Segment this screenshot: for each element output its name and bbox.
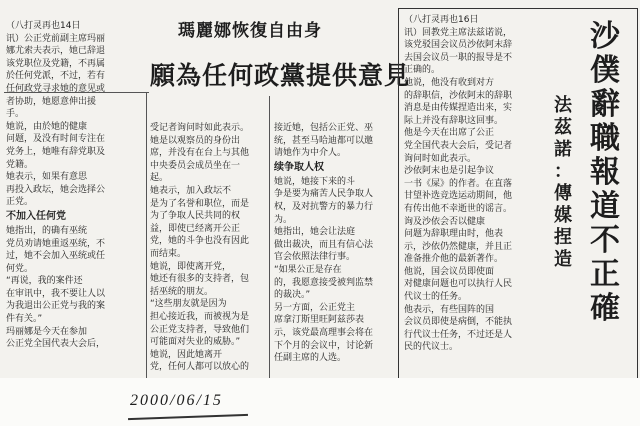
handwritten-date: 2000/06/15 xyxy=(130,392,223,409)
text-line: 问题为辞职理由时，他表 xyxy=(404,229,504,240)
text-line: 该党驳国会议员沙依阿末辞 xyxy=(404,40,513,51)
text-line: 会议员即使是病倒，不能执 xyxy=(404,317,513,328)
text-line: 权，及对抗警方的暴力行 xyxy=(274,201,374,212)
text-line: 受记者询问时如此表示。 xyxy=(150,123,250,133)
text-line: 询及沙依会否以健康 xyxy=(404,216,486,227)
text-line: 於任何党派，不过，若有 xyxy=(6,71,106,82)
text-line: 何党。 xyxy=(6,263,34,274)
text-line: 她指出，她会让法庭 xyxy=(274,227,356,238)
text-line: 任副主席的人选。 xyxy=(274,353,347,364)
text-line: 官会依照法律行事。 xyxy=(274,252,356,263)
text-line: 件有关。” xyxy=(6,314,43,325)
text-line: 请她作为中介人。 xyxy=(274,148,347,159)
article-subheading: 不加入任何党 xyxy=(6,210,66,222)
text-line: 她指出，的确有巫统 xyxy=(6,225,88,236)
text-line: 为了争取人民共同的权 xyxy=(150,211,241,222)
text-line: 席拿汀斯里旺阿兹莎表 xyxy=(274,315,365,326)
article-kicker: 瑪麗娜恢復自由身 xyxy=(178,21,322,41)
text-line: 对健康问题也可以执行人民 xyxy=(404,279,513,290)
divider xyxy=(269,96,270,378)
article-column-3 xyxy=(274,122,394,380)
text-line: 她是以观察员的身份出 xyxy=(150,135,241,146)
article-headline: 願為任何政黨提供意見 xyxy=(150,61,411,90)
text-line: 有传出他不幸逝世的谣言。 xyxy=(404,203,513,214)
text-line: 可能面对失业的威胁。” xyxy=(150,337,241,348)
text-line: 为。 xyxy=(274,214,293,225)
text-line: 在审讯中，我不要让人以 xyxy=(6,288,106,299)
article-column-2 xyxy=(150,122,268,380)
text-line: 党全国代表大会后，受记者 xyxy=(404,140,513,151)
text-line: 去国会议员一职的报导是不 xyxy=(404,52,513,63)
text-line: “如果公正是存在 xyxy=(274,264,342,275)
text-line: 沙依阿末也是引起争议 xyxy=(404,166,495,177)
text-line: 另一方面，公正党主 xyxy=(274,302,356,313)
text-line: 一书《屎》的作者。在直落 xyxy=(404,178,513,189)
text-line: 她表示，加入政坛不 xyxy=(150,185,232,196)
text-line: 的辞职信，沙依阿末的辞职 xyxy=(404,90,513,101)
text-line: 娜尤索夫表示，她已辞退 xyxy=(6,46,106,57)
text-line: 争是要为痛苦人民争取人 xyxy=(274,189,374,200)
text-line: 她说，因此她离开 xyxy=(150,349,223,360)
text-line: 玛丽娜是今天在参加 xyxy=(6,326,88,337)
text-line: “再说，我的案件还 xyxy=(6,276,83,287)
text-line: 席，并没有在台上与其他 xyxy=(150,148,250,159)
article-subheading: 续争取人权 xyxy=(274,161,324,173)
text-line: 讯）回教党主席法兹诺说， xyxy=(404,27,513,38)
text-line: 正确的。 xyxy=(404,65,441,76)
text-line: 手。 xyxy=(6,109,25,120)
paper-background xyxy=(0,378,640,426)
text-line: 是为了名誉和职位，而是 xyxy=(150,198,250,209)
text-line: 行代议士任务，不过还是人 xyxy=(404,329,513,340)
text-line: 而结束。 xyxy=(150,248,187,259)
text-line: 消息是由传媒捏造出来，实 xyxy=(404,103,513,114)
text-line: 的裁决。” xyxy=(274,290,311,301)
text-line: （八打灵再也16日 xyxy=(404,15,479,25)
text-line: 党，任何人都可以放心的 xyxy=(150,362,250,373)
text-line: 担心接近我，而被视为是 xyxy=(150,311,250,322)
text-line: 任何政党寻求她的意见或 xyxy=(6,83,106,94)
text-line: 起。 xyxy=(150,173,169,184)
text-line: 为我退出公正党与我的案 xyxy=(6,301,106,312)
text-line: 该党职位及党籍，不再属 xyxy=(6,58,106,69)
text-line: 他说，他没有收到对方 xyxy=(404,77,495,88)
text-line: 她说，即使离开党， xyxy=(150,261,232,272)
text-line: 她还有很多的支持者，包 xyxy=(150,274,250,285)
text-line: 统，甚至马哈迪都可以邀 xyxy=(274,135,374,146)
text-line: 询问时如此表示。 xyxy=(404,153,477,164)
text-line: 党籍。 xyxy=(6,159,34,170)
article-column-1 xyxy=(6,20,146,380)
text-line: 党员劝请她重返巫统，不 xyxy=(6,238,106,249)
text-line: 她说，她接下来的斗 xyxy=(274,176,356,187)
text-line: 问题，及没有时间专注在 xyxy=(6,134,106,145)
text-line: “这些朋友就是因为 xyxy=(150,299,227,310)
text-line: 接近她，包括公正党、巫 xyxy=(274,123,374,133)
text-line: 括巫统的朋友。 xyxy=(150,286,214,297)
text-line: 代议士的任务。 xyxy=(404,292,468,303)
text-line: 她说，由於她的健康 xyxy=(6,121,88,132)
text-line: 做出裁决，而且有信心法 xyxy=(274,239,374,250)
text-line: 党务上，她唯有辞党职及 xyxy=(6,146,106,157)
sidebar-subheadline: 法 茲 諾 ： 傳 媒 捏 造 xyxy=(554,95,572,270)
text-line: 讯）公正党前副主席玛丽 xyxy=(6,33,106,44)
text-line: 示，沙依仍然健康，并且正 xyxy=(404,241,513,252)
text-line: （八打灵再也14日 xyxy=(6,21,81,31)
text-line: 示，该党最高理事会将在 xyxy=(274,327,374,338)
sidebar-headline: 沙 僕 辭 職 報 道 不 正 確 xyxy=(590,19,620,326)
text-line: 者协助，她愿意伸出援 xyxy=(6,96,97,107)
text-line: 准备推介他的最新著作。 xyxy=(404,254,504,265)
text-line: 中央委员会成员坐在一 xyxy=(150,160,241,171)
text-line: 过，她不会加入巫统或任 xyxy=(6,251,106,262)
text-line: 再投入政坛，她会选择公 xyxy=(6,184,106,195)
text-line: 公正党全国代表大会后， xyxy=(6,339,106,350)
text-line: 甘望补选竞选运动期间，他 xyxy=(404,191,513,202)
text-line: 下个月的会议中，讨论新 xyxy=(274,340,374,351)
text-line: 的，我愿意接受被判监禁 xyxy=(274,277,374,288)
text-line: 益，即使已经离开公正 xyxy=(150,223,241,234)
sidebar-body xyxy=(404,14,548,374)
text-line: 他表示，有些国阵的国 xyxy=(404,304,495,315)
text-line: 她表示，如果有意思 xyxy=(6,172,88,183)
text-line: 他说，国会议员即使面 xyxy=(404,266,495,277)
text-line: 公正党支持者，导致他们 xyxy=(150,324,250,335)
text-line: 际上并没有辞职这回事。 xyxy=(404,115,504,126)
text-line: 民的代议士。 xyxy=(404,342,459,353)
divider xyxy=(146,92,147,378)
text-line: 党，她的斗争也没有因此 xyxy=(150,236,250,247)
text-line: 他是今天在出席了公正 xyxy=(404,128,495,139)
text-line: 正党。 xyxy=(6,197,34,208)
